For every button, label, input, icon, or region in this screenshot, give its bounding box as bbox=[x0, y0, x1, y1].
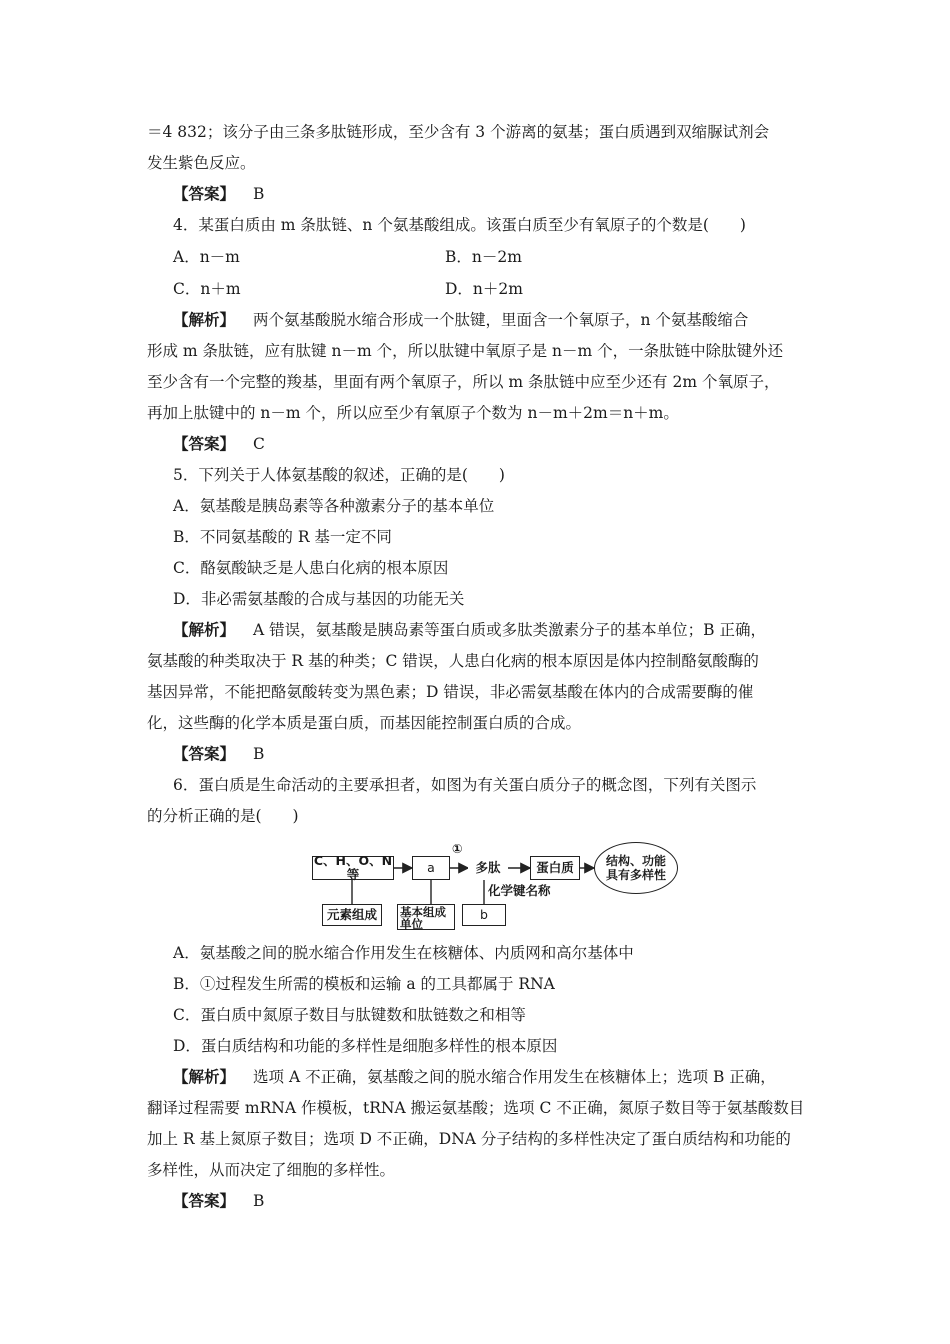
analysis-text: 选项 A 不正确，氨基酸之间的脱水缩合作用发生在核糖体上；选项 B 正确， bbox=[253, 1068, 776, 1086]
q5-stem: 5．下列关于人体氨基酸的叙述，正确的是( ) bbox=[173, 466, 505, 484]
diversity-ellipse: 结构、功能具有多样性 bbox=[594, 842, 678, 894]
answer-tag: 【答案】 bbox=[173, 744, 236, 763]
q4-option-b: B．n－2m bbox=[445, 248, 522, 266]
q6-analysis-line-1 bbox=[173, 1067, 776, 1087]
analysis-tag: 【解析】 bbox=[173, 620, 236, 639]
bond-name-label: 化学键名称 bbox=[488, 883, 551, 898]
q6-stem-line-2: 的分析正确的是( ) bbox=[147, 807, 299, 825]
q4-analysis-line-2: 形成 m 条肽链，应有肽键 n－m 个，所以肽键中氧原子是 n－m 个，一条肽链中除肽键外还 bbox=[147, 342, 784, 360]
elements-box: C、H、O、N等 bbox=[313, 853, 393, 882]
q6-option-a: A．氨基酸之间的脱水缩合作用发生在核糖体、内质网和高尔基体中 bbox=[173, 944, 634, 962]
analysis-text: A 错误，氨基酸是胰岛素等蛋白质或多肽类激素分子的基本单位；B 正确， bbox=[253, 621, 766, 639]
q6-option-b: B．①过程发生所需的模板和运输 a 的工具都属于 RNA bbox=[173, 975, 555, 993]
q3-answer bbox=[173, 184, 264, 204]
q6-analysis-line-2: 翻译过程需要 mRNA 作模板，tRNA 搬运氨基酸；选项 C 不正确，氮原子数目等于氨基酸数目 bbox=[147, 1099, 805, 1117]
amino-acid-a-box: a bbox=[412, 856, 450, 880]
q5-option-a: A．氨基酸是胰岛素等各种激素分子的基本单位 bbox=[173, 497, 495, 515]
protein-concept-diagram bbox=[312, 842, 682, 930]
q4-analysis-line-1 bbox=[173, 310, 748, 330]
answer-value: B bbox=[253, 745, 265, 763]
q5-option-d: D．非必需氨基酸的合成与基因的功能无关 bbox=[173, 590, 465, 608]
basic-unit-box: 基本组成单位 bbox=[397, 904, 455, 930]
q6-option-d: D．蛋白质结构和功能的多样性是细胞多样性的根本原因 bbox=[173, 1037, 558, 1055]
answer-tag: 【答案】 bbox=[173, 1191, 236, 1210]
analysis-text: 两个氨基酸脱水缩合形成一个肽键，里面含一个氧原子，n 个氨基酸缩合 bbox=[253, 311, 749, 329]
answer-value: C bbox=[253, 435, 265, 453]
q4-option-a: A．n－m bbox=[173, 248, 240, 266]
q6-stem-line-1: 6．蛋白质是生命活动的主要承担者，如图为有关蛋白质分子的概念图，下列有关图示 bbox=[173, 776, 757, 794]
analysis-tag: 【解析】 bbox=[173, 310, 236, 329]
q3-analysis-line-1: ＝4 832；该分子由三条多肽链形成，至少含有 3 个游离的氨基；蛋白质遇到双缩脲试剂会 bbox=[147, 123, 770, 141]
q4-analysis-line-3: 至少含有一个完整的羧基，里面有两个氧原子，所以 m 条肽链中应至少还有 2m 个氧原子， bbox=[147, 373, 780, 391]
q5-analysis-line-4: 化，这些酶的化学本质是蛋白质，而基因能控制蛋白质的合成。 bbox=[147, 714, 582, 732]
q4-option-d: D．n＋2m bbox=[445, 280, 523, 298]
q5-answer bbox=[173, 744, 264, 764]
q5-analysis-line-1 bbox=[173, 620, 766, 640]
peptide-label: 多肽 bbox=[468, 856, 508, 880]
q5-option-b: B．不同氨基酸的 R 基一定不同 bbox=[173, 528, 392, 546]
q6-analysis-line-3: 加上 R 基上氮原子数目；选项 D 不正确，DNA 分子结构的多样性决定了蛋白质结构和功能的 bbox=[147, 1130, 791, 1148]
q3-analysis-line-2: 发生紫色反应。 bbox=[147, 154, 256, 172]
answer-tag: 【答案】 bbox=[173, 434, 236, 453]
q4-stem: 4．某蛋白质由 m 条肽链、n 个氨基酸组成。该蛋白质至少有氧原子的个数是( ) bbox=[173, 216, 746, 234]
answer-tag: 【答案】 bbox=[173, 184, 236, 203]
answer-value: B bbox=[253, 1192, 265, 1210]
q4-analysis-line-4: 再加上肽键中的 n－m 个，所以应至少有氧原子个数为 n－m＋2m＝n＋m。 bbox=[147, 404, 679, 422]
q5-analysis-line-2: 氨基酸的种类取决于 R 基的种类；C 错误，人患白化病的根本原因是体内控制酪氨酸酶的 bbox=[147, 652, 759, 670]
bond-b-box: b bbox=[462, 904, 506, 926]
q4-answer bbox=[173, 434, 265, 454]
q5-analysis-line-3: 基因异常，不能把酪氨酸转变为黑色素；D 错误，非必需氨基酸在体内的合成需要酶的催 bbox=[147, 683, 754, 701]
analysis-tag: 【解析】 bbox=[173, 1067, 236, 1086]
q6-option-c: C．蛋白质中氮原子数目与肽键数和肽链数之和相等 bbox=[173, 1006, 526, 1024]
step-one-marker: ① bbox=[452, 841, 463, 856]
q4-option-c: C．n＋m bbox=[173, 280, 241, 298]
element-composition-box: 元素组成 bbox=[322, 904, 382, 926]
protein-box: 蛋白质 bbox=[530, 856, 580, 880]
q6-analysis-line-4: 多样性，从而决定了细胞的多样性。 bbox=[147, 1161, 396, 1179]
answer-value: B bbox=[253, 185, 265, 203]
q5-option-c: C．酪氨酸缺乏是人患白化病的根本原因 bbox=[173, 559, 449, 577]
q6-answer bbox=[173, 1191, 264, 1211]
